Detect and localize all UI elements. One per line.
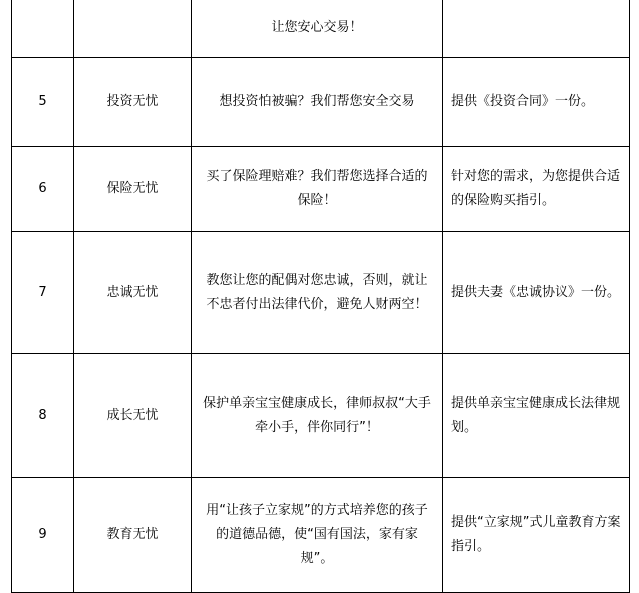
service-offering: 提供《投资合同》一份。 [443,58,630,147]
table-row [12,147,630,232]
service-description: 保护单亲宝宝健康成长，律师叔叔“大手牵小手，伴你同行”！ [192,354,443,478]
row-number: 5 [12,58,74,147]
service-table [11,0,630,593]
service-name: 教育无忧 [74,478,192,593]
table-row [12,58,630,147]
service-description: 用“让孩子立家规”的方式培养您的孩子的道德品德，使“国有国法，家有家规”。 [192,478,443,593]
service-description: 想投资怕被骗？我们帮您安全交易 [192,58,443,147]
service-description: 让您安心交易！ [192,0,443,58]
service-name [74,0,192,58]
row-number [12,0,74,58]
service-description: 买了保险理赔难？我们帮您选择合适的保险！ [192,147,443,232]
table-row [12,354,630,478]
service-offering [443,0,630,58]
service-name: 忠诚无忧 [74,232,192,354]
row-number: 8 [12,354,74,478]
table-row [12,232,630,354]
service-offering: 针对您的需求，为您提供合适的保险购买指引。 [443,147,630,232]
service-description: 教您让您的配偶对您忠诚，否则，就让不忠者付出法律代价，避免人财两空！ [192,232,443,354]
service-name: 保险无忧 [74,147,192,232]
service-name: 成长无忧 [74,354,192,478]
service-name: 投资无忧 [74,58,192,147]
row-number: 6 [12,147,74,232]
row-number: 9 [12,478,74,593]
table-row [12,0,630,58]
service-offering: 提供“立家规”式儿童教育方案指引。 [443,478,630,593]
service-offering: 提供单亲宝宝健康成长法律规划。 [443,354,630,478]
service-offering: 提供夫妻《忠诚协议》一份。 [443,232,630,354]
row-number: 7 [12,232,74,354]
table-row [12,478,630,593]
